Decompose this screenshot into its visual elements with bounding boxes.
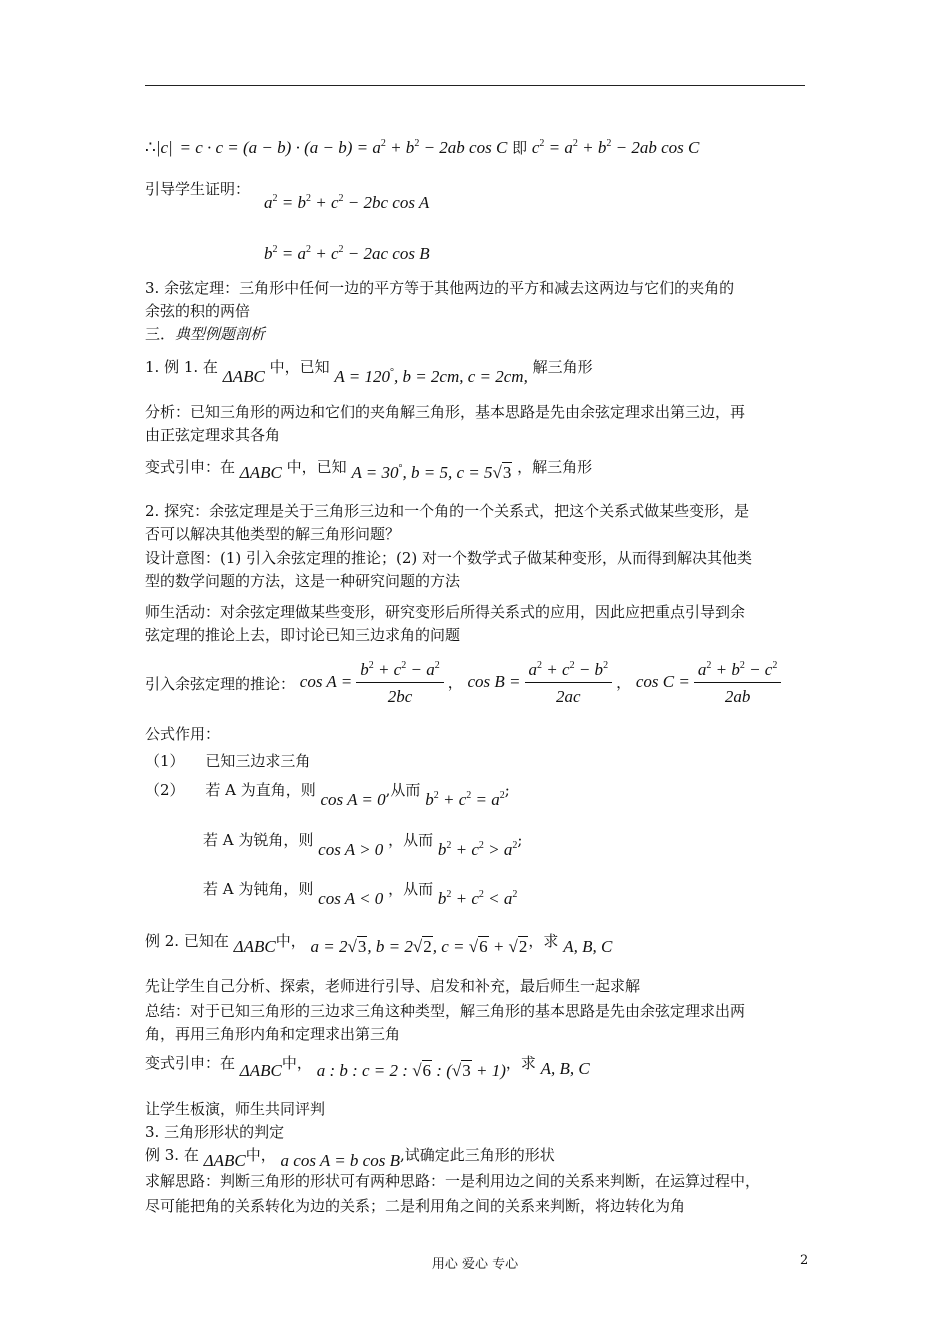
ex3-prefix: 例 3. 在 [145,1146,199,1164]
acute-cos: cos A > 0 [318,840,384,859]
summary-line-2: 角，再用三角形内角和定理求出第三角 [145,1025,401,1043]
ex2-conditions: a = 2√3, b = 2√2, c = √6 + √2 [310,937,528,956]
triangle-abc: ΔABC [222,367,265,386]
then-label: ，从而 [388,831,434,849]
formula-law-b: $b^2 = a^2 + c^2 - 2ac$ cos B [264,244,430,263]
summary-line-1: 总结：对于已知三角形的三边求三角这种类型，解三角形的基本思路是先由余弦定理求出两 [145,1002,746,1020]
triangle-abc: ΔABC [203,1151,246,1170]
board-line: 让学生板演，师生共同评判 [145,1100,326,1118]
ex2-sep: 中， [275,932,306,950]
ex1-prefix: 1. 例 1. 在 [145,358,218,376]
explore-line-2: 否可以解决其他类型的解三角形问题？ [145,525,401,543]
item2-number: （2） [145,781,185,799]
corollary-label: 引入余弦定理的推论： [145,674,296,693]
corollary-line [145,660,785,707]
right-angle-relation: $b^2 + c^2 = a^2$ [425,790,505,809]
acute-relation: $b^2 + c^2 > a^2$ [437,840,518,859]
formula-use-label: 公式作用： [145,725,221,743]
var2-prefix: 变式引申：在 [145,1054,236,1072]
ex1-conditions: A = 120°, b = 2cm, c = 2cm, [334,367,528,386]
then-label: ，从而 [388,880,434,898]
obtuse-cos: cos A < 0 [318,889,384,908]
acute-line: 若 A 为锐角，则 cos A > 0 ，从而 $b^2 + c^2 > a^2$; [203,831,523,859]
solve-line-1: 求解思路：判断三角形的形状可有两种思路：一是利用边之间的关系来判断，在运算过程中， [145,1172,761,1190]
triangle-abc: ΔABC [233,937,276,956]
var1-prefix: 变式引申：在 [145,458,236,476]
ex3-sep: 中， [245,1146,276,1164]
footer-motto: 用心 爱心 专心 [431,1257,519,1272]
comma: ， [616,673,632,692]
explore-line-1: 2. 探究：余弦定理是关于三角形三边和一个角的一个关系式，把这个关系式做某些变形，是 [145,502,750,520]
var2-targets: A, B, C [540,1059,590,1078]
ex1-task: 解三角形 [532,358,593,376]
ex2-targets: A, B, C [563,937,613,956]
shape-title-line: 3. 三角形形状的判定 [145,1123,285,1141]
var1-known: 中，已知 [286,458,347,476]
example2-line [145,930,613,956]
corollary-cosB: cos B = $\frac{a^2 + c^2 - b^2}{2ac}$ [468,672,617,691]
section-title [145,323,265,345]
var2-ratio: a : b : c = 2 : √6 : (√3 + 1) [316,1061,506,1080]
example1-line [145,352,593,386]
analysis-line-1: 分析：已知三角形的两边和它们的夹角解三角形，基本思路是先由余弦定理求出第三边，再 [145,403,746,421]
triangle-abc: ΔABC [239,1061,282,1080]
section-number: 三． [145,325,176,343]
var1-task: ，解三角形 [517,458,593,476]
ex2-ask: ，求 [528,932,559,950]
guide-label: 引导学生证明： [145,180,251,198]
item2-text: 若 A 为直角，则 [205,781,316,799]
ex1-known: 中，已知 [269,358,330,376]
ex3-task: 试确定此三角形的形状 [404,1146,555,1164]
theorem-line-1: 3. 余弦定理：三角形中任何一边的平方等于其他两边的平方和减去这两边与它们的夹角的 [145,279,735,297]
text-ji: 即 [512,139,528,157]
activity-line-2: 弦定理的推论上去，即讨论已知三边求角的问题 [145,626,461,644]
design-line-2: 型的数学问题的方法，这是一种研究问题的方法 [145,572,461,590]
acute-text: 若 A 为锐角，则 [203,831,314,849]
var1-conditions: A = 30°, b = 5, c = 5√3 [351,463,512,482]
analysis-line-2: 由正弦定理求其各角 [145,426,281,444]
ex2-prefix: 例 2. 已知在 [145,932,229,950]
obtuse-line [203,874,518,908]
solve-line-2: 尽可能把角的关系转化为边的关系；二是利用角之间的关系来判断，将边转化为角 [145,1197,686,1215]
page-number: 2 [800,1253,809,1268]
formula-vector-c: ∴|c| = $c \cdot c = (a - b) \cdot (a - b) = a^2 + b^2 - 2ab$ cos C [145,138,508,157]
activity-line-1: 师生活动：对余弦定理做某些变形，研究变形后所得关系式的应用，因此应把重点引导到余 [145,603,746,621]
example3-line: 例 3. 在 ΔABC中， a cos A = b cos B,试确定此三角形的形状 [145,1146,555,1170]
then-label: 从而 [390,781,421,799]
obtuse-text: 若 A 为钝角，则 [203,880,314,898]
ex2-self-line: 先让学生自己分析、探索，老师进行引导、启发和补充，最后师生一起求解 [145,977,641,995]
triangle-abc: ΔABC [239,463,282,482]
formula-law-a: $a^2 = b^2 + c^2 - 2bc$ cos A [264,193,430,212]
item1-number: （1） [145,752,185,770]
use-item-1 [145,750,310,772]
ex3-condition: a cos A = b cos B [280,1151,400,1170]
design-line-1: 设计意图：(1) 引入余弦定理的推论；(2) 对一个数学式子做某种变形，从而得到解决其他类 [145,549,753,567]
right-angle-cos: cos A = 0 [320,790,386,809]
corollary-cosC: cos C = $\frac{a^2 + b^2 - c^2}{2ab}$ [636,672,786,691]
variant2-line [145,1052,590,1080]
comma: ， [447,673,463,692]
formula-law-c: $c^2 = a^2 + b^2 - 2ab$ cos C [531,138,700,157]
obtuse-relation: $b^2 + c^2 < a^2$ [437,889,518,908]
vector-derivation-line [145,133,699,159]
var2-sep: 中， [281,1054,312,1072]
variant1-line [145,452,593,482]
use-item-2: （2） 若 A 为直角，则 cos A = 0,从而 $b^2 + c^2 = a^2$; [145,781,510,809]
header-rule [145,85,805,86]
item1-text: 已知三边求三角 [205,752,311,770]
var2-ask: ，求 [505,1054,536,1072]
corollary-cosA: cos A = $\frac{b^2 + c^2 - a^2}{2bc}$ [300,672,448,691]
theorem-line-2: 余弦的积的两倍 [145,302,251,320]
section-name: 典型例题剖析 [175,325,266,343]
